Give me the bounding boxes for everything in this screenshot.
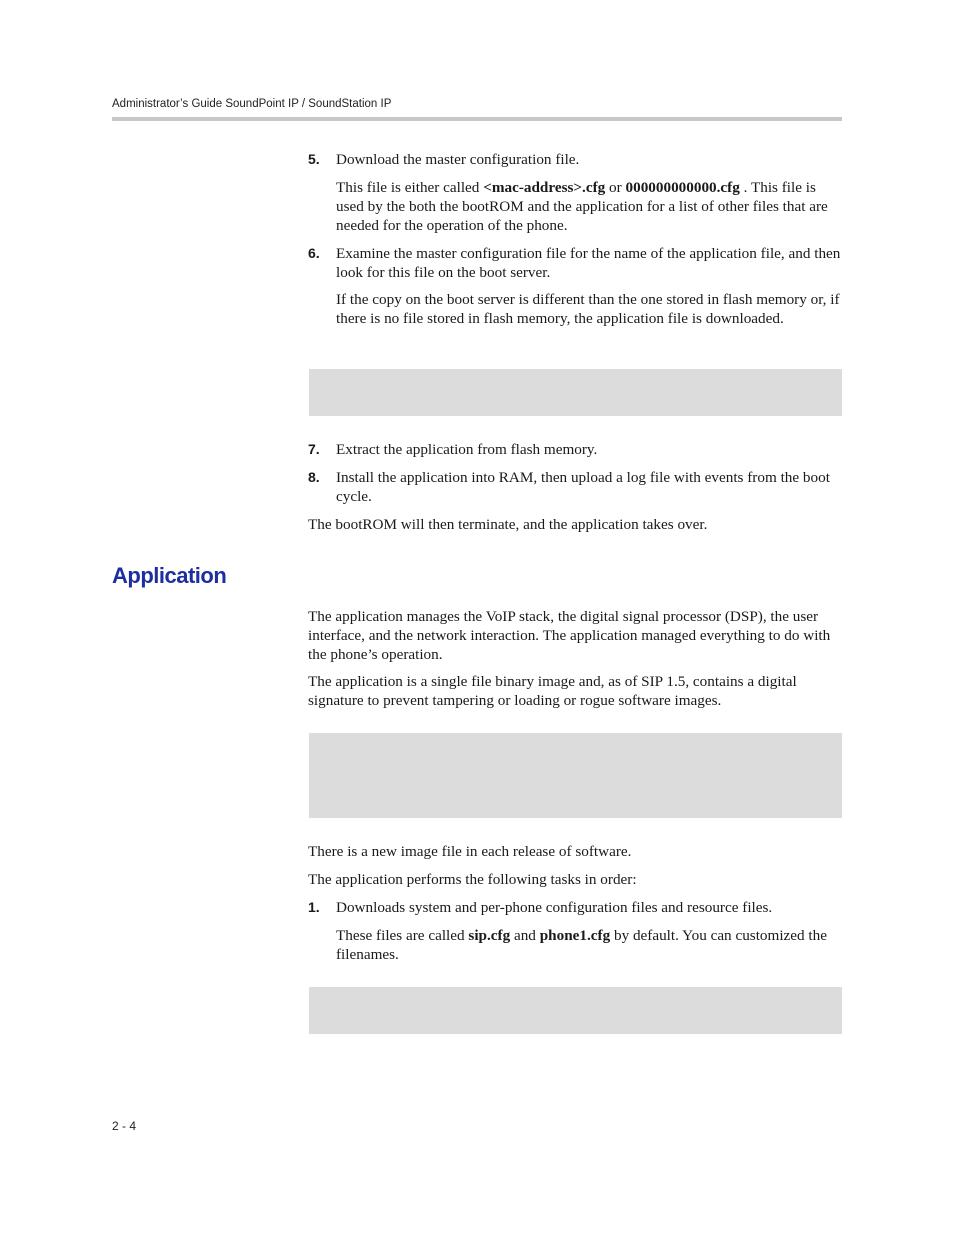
paragraph-text: There is a new image file in each release of software. — [308, 843, 632, 860]
detail-text: If the copy on the boot server is different than the one stored in flash memory or, if there is no file stored in flash memory, the application file is downloaded. — [336, 291, 840, 327]
detail-text: by default. You can customized the filenames. — [336, 927, 827, 963]
page-number: 2 - 4 — [112, 1119, 137, 1133]
step-6-detail — [336, 290, 842, 328]
filename-sip-cfg: sip.cfg — [468, 927, 511, 944]
step-1-detail — [336, 926, 842, 964]
filename-phone1-cfg: phone1.cfg — [539, 927, 611, 944]
detail-text: or — [605, 179, 626, 196]
note-box — [309, 987, 842, 1034]
paragraph-text: The bootROM will then terminate, and the application takes over. — [308, 516, 708, 533]
filename-default-cfg: 000000000000.cfg — [625, 179, 740, 196]
step-8 — [308, 468, 842, 506]
step-text: Install the application into RAM, then upload a log file with events from the boot cycle. — [336, 469, 830, 505]
step-5 — [308, 150, 842, 169]
filename-mac-cfg: <mac-address>.cfg — [483, 179, 606, 196]
step-number: 6. — [308, 245, 320, 261]
paragraph-text: The application manages the VoIP stack, the digital signal processor (DSP), the user interface, and the network interaction. The application managed everything to do with the phone’s operation. — [308, 608, 831, 663]
application-paragraph-2 — [308, 672, 842, 710]
application-paragraph-3 — [308, 842, 842, 861]
step-text: Download the master configuration file. — [336, 151, 580, 168]
detail-text: . This file is used by the both the bootROM and the application for a list of other files that are needed for the operation of the phone. — [336, 179, 828, 234]
step-number: 8. — [308, 469, 320, 485]
header-rule — [112, 117, 842, 121]
detail-text: and — [510, 927, 540, 944]
step-5-detail — [336, 178, 842, 235]
step-1 — [308, 898, 842, 917]
step-text: Extract the application from flash memory. — [336, 441, 598, 458]
note-box — [309, 733, 842, 818]
application-paragraph-4 — [308, 870, 842, 889]
step-text: Examine the master configuration file for the name of the application file, and then look for this file on the boot server. — [336, 245, 841, 281]
detail-text: These files are called — [336, 927, 469, 944]
section-heading: Application — [112, 563, 227, 588]
step-7 — [308, 440, 842, 459]
application-paragraph-1 — [308, 607, 842, 664]
bootrom-end-paragraph — [308, 515, 842, 534]
running-header: Administrator’s Guide SoundPoint IP / SoundStation IP — [112, 98, 392, 110]
detail-text: This file is either called — [336, 179, 484, 196]
step-text: Downloads system and per-phone configuration files and resource files. — [336, 899, 773, 916]
note-box — [309, 369, 842, 416]
paragraph-text: The application performs the following tasks in order: — [308, 871, 637, 888]
step-number: 1. — [308, 899, 320, 915]
step-6 — [308, 244, 842, 282]
step-number: 7. — [308, 441, 320, 457]
paragraph-text: The application is a single file binary image and, as of SIP 1.5, contains a digital signature to prevent tampering or loading or rogue software images. — [308, 673, 797, 709]
step-number: 5. — [308, 151, 320, 167]
